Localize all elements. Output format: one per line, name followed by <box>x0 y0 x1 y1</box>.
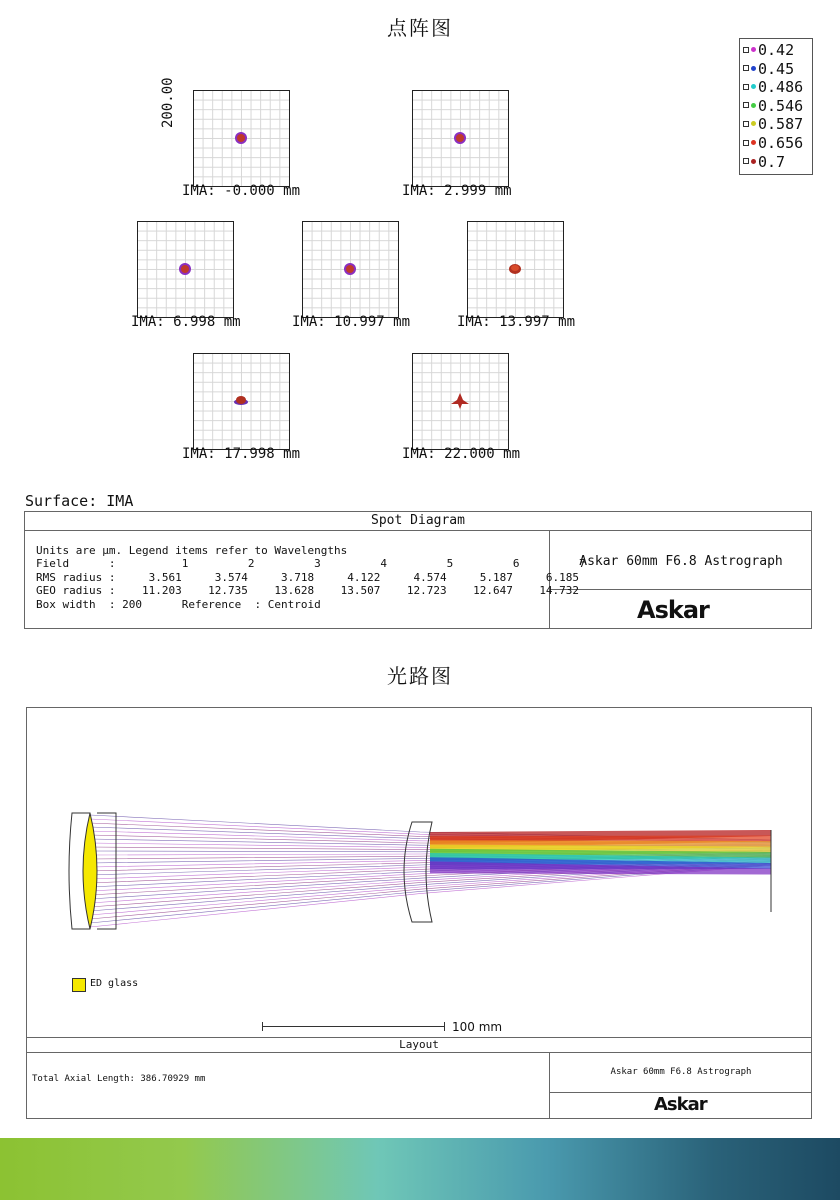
legend-label: 0.587 <box>758 115 804 134</box>
ed-glass-element <box>83 813 97 929</box>
spot-info-line-5: Box width : 200 Reference : Centroid <box>36 598 321 611</box>
layout-product-name: Askar 60mm F6.8 Astrograph <box>610 1067 752 1077</box>
spot-field-label: IMA: 22.000 mm <box>402 446 521 462</box>
spot-info-line-3: RMS radius : 3.561 3.574 3.718 4.122 4.574 5.187 6.185 <box>36 571 580 584</box>
spot-field-label: IMA: 10.997 mm <box>292 314 411 330</box>
legend-label: 0.486 <box>758 78 804 97</box>
legend-label: 0.656 <box>758 134 804 152</box>
layout-box-title: Layout <box>399 1038 439 1051</box>
askar-logo-small: Askar <box>654 1094 707 1115</box>
total-axial-length: Total Axial Length: 386.70929 mm <box>32 1074 206 1084</box>
legend-label: 0.42 <box>758 41 795 59</box>
brand-gradient-bar <box>0 1138 840 1200</box>
spot-info-line-2: Field : 1 2 3 4 5 6 7 <box>36 557 586 570</box>
ed-glass-swatch <box>72 978 86 992</box>
spot-field-label: IMA: 6.998 mm <box>131 314 241 330</box>
spot-field-label: IMA: -0.000 mm <box>182 183 301 199</box>
spot-diagram-title: 点阵图 <box>387 16 453 40</box>
spot-field-label: IMA: 17.998 mm <box>182 446 301 462</box>
dispersed-beams <box>430 830 771 875</box>
scale-bar-label: 100 mm <box>452 1020 503 1034</box>
legend-label: 0.546 <box>758 96 804 115</box>
spot-field-label: IMA: 2.999 mm <box>402 183 512 199</box>
surface-label: Surface: IMA <box>25 492 134 510</box>
spot-field-label: IMA: 13.997 mm <box>457 314 576 330</box>
askar-logo: Askar <box>637 596 709 624</box>
spot-box-title: Spot Diagram <box>371 513 465 528</box>
axis-scale-label: 200.00 <box>160 77 176 128</box>
legend-label: 0.7 <box>758 152 786 171</box>
ed-glass-label: ED glass <box>90 978 139 989</box>
spot-info-line-4: GEO radius : 11.203 12.735 13.628 13.507 12.723 12.647 14.732 <box>36 584 580 597</box>
scale-bar <box>262 1026 445 1027</box>
legend-label: 0.45 <box>758 59 795 78</box>
spot-info-line-1: Units are µm. Legend items refer to Wavelengths <box>36 544 348 557</box>
objective-lens <box>69 813 116 929</box>
layout-title: 光路图 <box>387 664 453 688</box>
spot-product-name: Askar 60mm F6.8 Astrograph <box>579 554 783 569</box>
